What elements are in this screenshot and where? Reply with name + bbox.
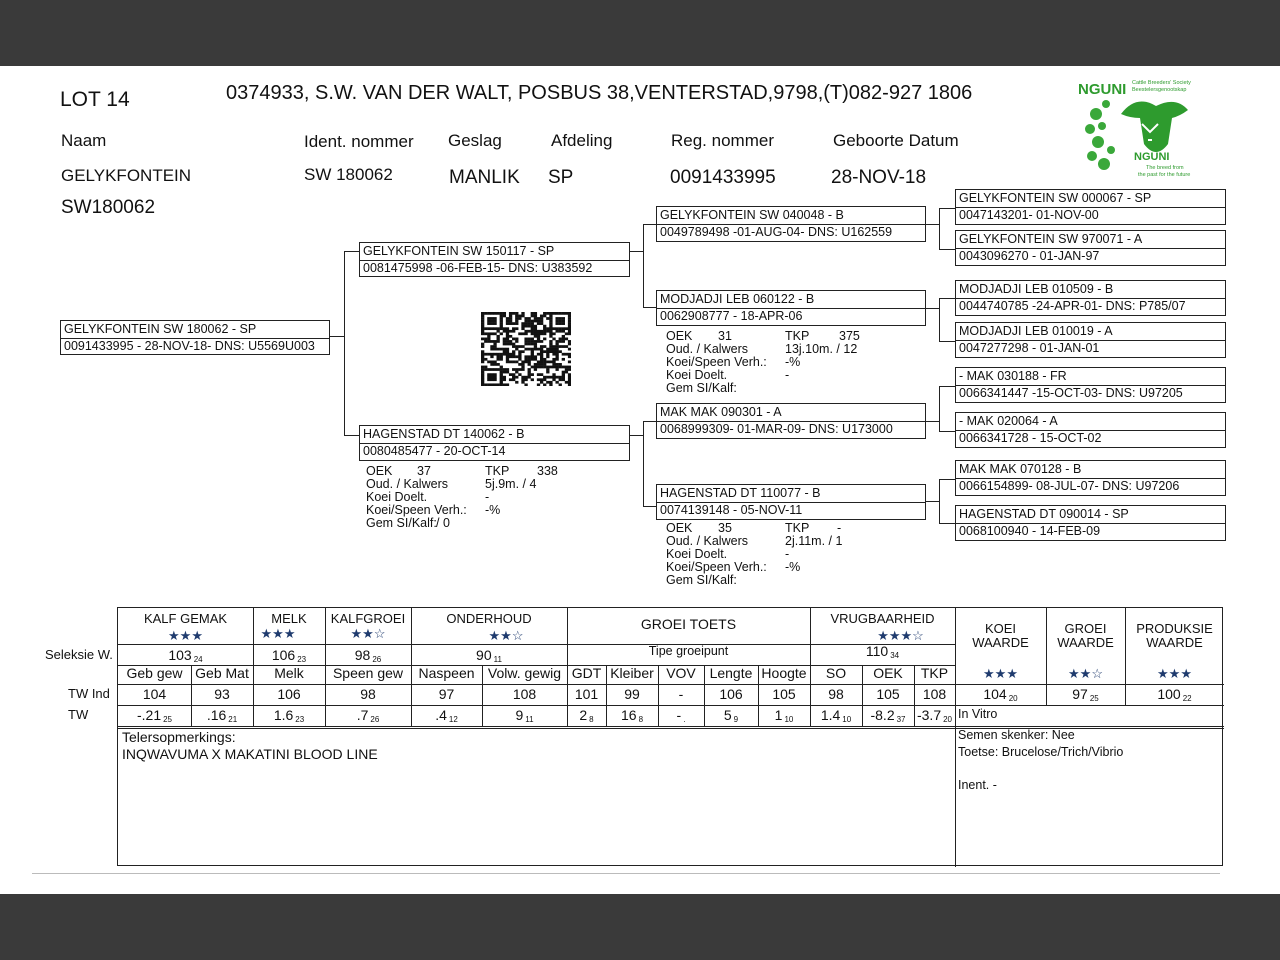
sds-name: MODJADJI LEB 010509 - B xyxy=(959,282,1114,296)
tw-value: -8.2 $_{37}$ xyxy=(870,707,906,724)
tw-ind-value: 98 xyxy=(828,686,844,702)
pedigree-ssd[interactable] xyxy=(955,230,1226,266)
stars-produksie-waarde: ★★★ xyxy=(1157,666,1192,681)
ss-details: 0049789498 -01-AUG-04- DNS: U162559 xyxy=(660,225,893,239)
label-naam: Naam xyxy=(61,131,107,150)
stars-melk: ★★★ xyxy=(260,626,296,641)
owner-line: 0374933, S.W. VAN DER WALT, POSBUS 38,VENTERSTAD,9798,(T)082-927 1806 xyxy=(226,82,973,104)
animal-geslag: MANLIK xyxy=(449,167,520,188)
tw-ind-value: 93 xyxy=(214,686,230,702)
tw-value: 1.6 $_{23}$ xyxy=(273,707,305,724)
tw-value: 1 $_{10}$ xyxy=(774,707,794,724)
animal-geboorte: 28-NOV-18 xyxy=(831,167,927,188)
label-reg: Reg. nommer xyxy=(671,131,774,150)
tw-value: -.21 $_{25}$ xyxy=(136,707,173,724)
ssd-name: GELYKFONTEIN SW 970071 - A xyxy=(959,232,1143,246)
pedigree-dsd[interactable] xyxy=(955,412,1226,448)
sel-melk: 106 $_{23}$ xyxy=(271,647,307,664)
column-header: Lengte xyxy=(709,665,753,681)
top-bar xyxy=(0,0,1280,66)
label-ident: Ident. nommer xyxy=(304,132,414,151)
group-melk: MELK xyxy=(271,611,307,626)
dds-name: MAK MAK 070128 - B xyxy=(959,462,1082,476)
tw-value: .16 $_{21}$ xyxy=(206,707,238,724)
inent: Inent. - xyxy=(958,778,997,792)
logo-tagline-2: the past for the future xyxy=(1138,172,1191,178)
qr-code-graphic xyxy=(481,312,571,386)
column-header: Hoogte xyxy=(761,665,807,681)
tw-value: 16 $_8$ xyxy=(620,707,644,724)
nguni-logo xyxy=(1076,74,1212,178)
pedigree-dam-dam[interactable] xyxy=(656,484,926,520)
pedigree-dds[interactable] xyxy=(955,460,1226,496)
breeding-values-table xyxy=(117,607,1223,866)
column-header: OEK xyxy=(873,665,903,681)
column-header: Geb gew xyxy=(126,665,183,681)
ds-name: MAK MAK 090301 - A xyxy=(660,405,782,419)
animal-reg: 0091433995 xyxy=(670,167,776,188)
semen-skenker: Semen skenker: Nee xyxy=(958,728,1075,742)
tw-value: 5 $_9$ xyxy=(723,707,739,724)
tw-ind-value: 98 xyxy=(360,686,376,702)
lot-number: LOT 14 xyxy=(60,88,130,111)
ddd-details: 0068100940 - 14-FEB-09 xyxy=(959,524,1101,538)
sss-details: 0047143201- 01-NOV-00 xyxy=(959,208,1099,222)
column-header: GDT xyxy=(571,665,602,681)
stats-dam: OEK 37 TKP 338 Oud. / Kalwers 5j.9m. / 4 Koei Doelt. - Koei/Speen Verh.: -% Gem SI/Kalf: / 0 xyxy=(366,464,558,530)
pedigree-subject[interactable] xyxy=(60,320,330,355)
pedigree-sds[interactable] xyxy=(955,280,1226,316)
stars-onderhoud: ★★☆ xyxy=(488,628,524,643)
tw-ind-value: 101 xyxy=(574,686,599,702)
sd-name: MODJADJI LEB 060122 - B xyxy=(660,292,815,306)
sds-details: 0044740785 -24-APR-01- DNS: P785/07 xyxy=(959,299,1186,313)
tw-value: 2 $_8$ xyxy=(579,707,594,724)
tw-ind-value: 106 xyxy=(277,686,301,702)
group-onderhoud: ONDERHOUD xyxy=(446,611,532,626)
logo-brand: NGUNI xyxy=(1078,81,1127,98)
dam-name: HAGENSTAD DT 140062 - B xyxy=(363,427,525,441)
group-produksie-waarde: PRODUKSIE WAARDE xyxy=(1136,621,1213,650)
tw-value: .7 $_{26}$ xyxy=(356,707,380,724)
pedigree-sdd[interactable] xyxy=(955,322,1226,358)
stars-kalfgroei: ★★☆ xyxy=(350,626,386,641)
label-geslag: Geslag xyxy=(448,131,502,150)
row-label-twind: TW Ind xyxy=(68,686,110,701)
produksie-waarde-value: 100 $_{22}$ xyxy=(1157,686,1192,703)
sel-kalf: 103 $_{24}$ xyxy=(168,647,203,664)
tw-value: 1.4 $_{10}$ xyxy=(820,707,852,724)
group-kalfgroei: KALFGROEI xyxy=(330,611,406,626)
footer-rule xyxy=(32,873,1220,874)
tw-ind-value: - xyxy=(678,686,684,702)
group-vrugbaarheid: VRUGBAARHEID xyxy=(830,611,935,626)
logo-brand-2: NGUNI xyxy=(1134,151,1170,163)
column-header: VOV xyxy=(666,665,696,681)
animal-code: SW180062 xyxy=(61,197,156,218)
column-header: TKP xyxy=(920,665,949,681)
stats-sire-dam: OEK 31 TKP 375 Oud. / Kalwers 13j.10m. / 12 Koei/Speen Verh.: -% Koei Doelt. - Gem SI/Kalf: xyxy=(666,329,860,395)
animal-ident: SW 180062 xyxy=(304,165,393,184)
column-header: Kleiber xyxy=(610,665,654,681)
pedigree-sire[interactable] xyxy=(359,242,630,277)
group-tipe-groeipunt: Tipe groeipunt xyxy=(648,644,729,658)
dd-name: HAGENSTAD DT 110077 - B xyxy=(660,486,821,500)
pedigree-dam[interactable] xyxy=(359,425,630,461)
dds-details: 0066154899- 08-JUL-07- DNS: U97206 xyxy=(959,479,1180,493)
animal-afdeling: SP xyxy=(548,167,574,188)
tw-ind-value: 104 xyxy=(142,686,167,702)
stars-koei-waarde: ★★★ xyxy=(983,666,1018,681)
sire-name: GELYKFONTEIN SW 150117 - SP xyxy=(363,244,555,258)
tw-ind-value: 105 xyxy=(772,686,796,702)
column-header: SO xyxy=(825,665,847,681)
row-label-tw: TW xyxy=(68,707,89,722)
logo-tagline-1: The breed from xyxy=(1146,165,1184,171)
label-afdeling: Afdeling xyxy=(551,131,613,150)
sd-details: 0062908777 - 18-APR-06 xyxy=(660,309,803,323)
sire-details: 0081475998 -06-FEB-15- DNS: U383592 xyxy=(363,261,593,275)
pedigree-dss[interactable] xyxy=(955,367,1226,403)
row-label-seleksie: Seleksie W. xyxy=(45,647,113,662)
remarks-label: Telersopmerkings: xyxy=(122,729,236,745)
logo-society-2: Beestelersgenootskap xyxy=(1132,87,1187,93)
group-koei-waarde: KOEI WAARDE xyxy=(972,621,1029,650)
group-groei-toets: GROEI TOETS xyxy=(640,616,737,632)
ssd-details: 0043096270 - 01-JAN-97 xyxy=(959,249,1100,263)
sel-onderhoud: 90 $_{11}$ xyxy=(476,647,502,664)
ds-details: 0068999309- 01-MAR-09- DNS: U173000 xyxy=(660,422,893,436)
dss-name: - MAK 030188 - FR xyxy=(959,369,1067,383)
stats-dam-dam: OEK 35 TKP - Oud. / Kalwers 2j.11m. / 1 Koei Doelt. - Koei/Speen Verh.: -% Gem SI/Kalf: xyxy=(666,521,843,587)
tw-ind-value: 105 xyxy=(876,686,900,702)
pedigree-sss[interactable] xyxy=(955,189,1226,225)
column-header: Geb Mat xyxy=(195,665,249,681)
tw-ind-value: 108 xyxy=(922,686,947,702)
dam-details: 0080485477 - 20-OCT-14 xyxy=(363,444,506,458)
qr-code[interactable] xyxy=(481,312,571,386)
subject-name: GELYKFONTEIN SW 180062 - SP xyxy=(64,322,257,336)
dd-details: 0074139148 - 05-NOV-11 xyxy=(660,503,803,517)
tw-value: -3.7 $_{20}$ xyxy=(916,707,953,724)
tw-value: 9 $_{11}$ xyxy=(515,707,534,724)
ddd-name: HAGENSTAD DT 090014 - SP xyxy=(959,507,1129,521)
dsd-name: - MAK 020064 - A xyxy=(959,414,1058,428)
sss-name: GELYKFONTEIN SW 000067 - SP xyxy=(959,191,1152,205)
subject-details: 0091433995 - 28-NOV-18- DNS: U5569U003 xyxy=(64,339,315,353)
logo-society-1: Cattle Breeders' Society xyxy=(1132,80,1191,86)
tw-ind-value: 99 xyxy=(624,686,640,702)
tw-ind-value: 97 xyxy=(438,686,455,702)
group-groei-waarde: GROEI WAARDE xyxy=(1057,621,1114,650)
column-header: Melk xyxy=(274,665,304,681)
stars-kalf: ★★★ xyxy=(168,628,203,643)
tw-ind-value: 106 xyxy=(719,686,743,702)
in-vitro: In Vitro xyxy=(958,707,998,721)
sel-kalfgroei: 98 $_{26}$ xyxy=(354,647,382,664)
nguni-logo-graphic xyxy=(1076,74,1212,178)
stars-vrug: ★★★☆ xyxy=(877,628,924,643)
bottom-bar xyxy=(0,894,1280,960)
group-kalf-gemak: KALF GEMAK xyxy=(143,611,228,626)
sdd-details: 0047277298 - 01-JAN-01 xyxy=(959,341,1100,355)
tw-value: - $_.$ xyxy=(676,707,686,724)
sdd-name: MODJADJI LEB 010019 - A xyxy=(959,324,1113,338)
toetse: Toetse: Brucelose/Trich/Vibrio xyxy=(958,745,1124,759)
pedigree-ddd[interactable] xyxy=(955,505,1226,541)
sel-vrug: 110 $_{34}$ xyxy=(865,643,900,660)
groei-waarde-value: 97 $_{25}$ xyxy=(1072,686,1099,703)
koei-waarde-value: 104 $_{20}$ xyxy=(983,686,1018,703)
pedigree-sire-sire[interactable] xyxy=(656,206,926,242)
ss-name: GELYKFONTEIN SW 040048 - B xyxy=(660,208,844,222)
animal-name: GELYKFONTEIN xyxy=(61,166,192,185)
remarks-text: INQWAVUMA X MAKATINI BLOOD LINE xyxy=(122,746,378,762)
dss-details: 0066341447 -15-OCT-03- DNS: U97205 xyxy=(959,386,1183,400)
pedigree-dam-sire[interactable] xyxy=(656,403,926,439)
column-header: Naspeen xyxy=(418,665,475,681)
pedigree-sire-dam[interactable] xyxy=(656,290,926,326)
pedigree-page xyxy=(0,66,1280,894)
label-geboorte: Geboorte Datum xyxy=(833,131,959,150)
tw-value: .4 $_{12}$ xyxy=(435,707,458,724)
tw-ind-value: 108 xyxy=(512,686,537,702)
column-header: Volw. gewig xyxy=(487,665,562,681)
column-header: Speen gew xyxy=(332,665,404,681)
dsd-details: 0066341728 - 15-OCT-02 xyxy=(959,431,1102,445)
stars-groei-waarde: ★★☆ xyxy=(1068,666,1103,681)
